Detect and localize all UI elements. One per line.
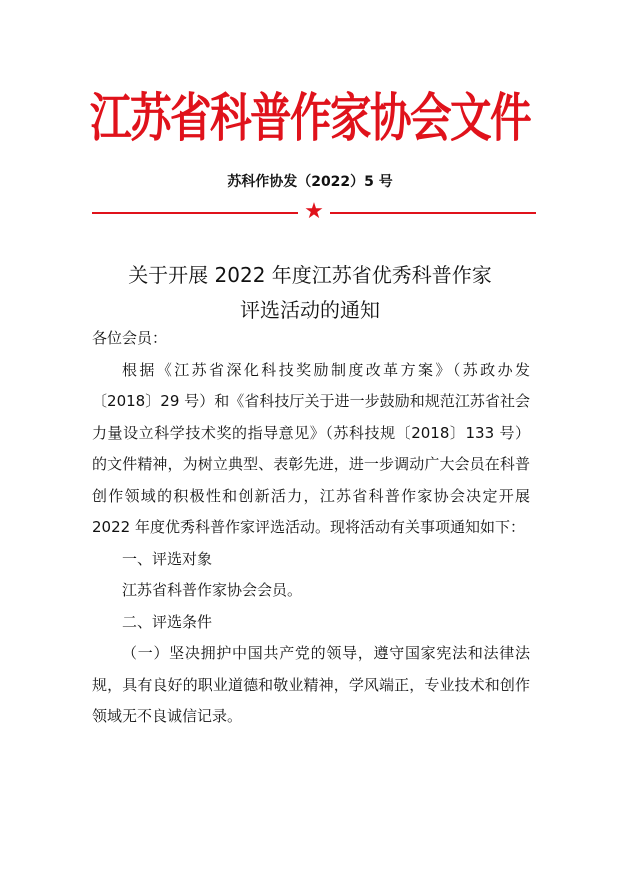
document-number: 苏科作协发（2022）5 号 (227, 174, 393, 190)
star-icon: ★ (304, 199, 324, 224)
section-heading: 二、评选条件 (122, 612, 213, 631)
red-divider-left (92, 212, 298, 214)
salutation: 各位会员： (92, 329, 168, 347)
section-heading: 一、评选对象 (122, 549, 213, 568)
body-paragraph: 根据《江苏省深化科技奖励制度改革方案》（苏政办发〔2018〕29 号）和《省科技厅关于进一步鼓励和规范江苏省社会力量设立科学技术奖的指导意见》（苏科技规〔2018〕133 号）的文件精神，为树立典型、表彰先进，进一步调动广大会员在科普创作领域的积极性和创新活力，江苏省科普作家协会决定开展 2022 年度优秀科普作家评选活动。现将活动有关事项通知如下： (92, 360, 530, 536)
body-paragraph: 江苏省科普作家协会会员。 (122, 581, 303, 599)
document-masthead-title: 江苏省科普作家协会文件 (89, 88, 531, 149)
notice-title-line2: 评选活动的通知 (240, 298, 380, 322)
notice-body (92, 323, 530, 733)
notice-title-line1: 关于开展 2022 年度江苏省优秀科普作家 (128, 263, 492, 287)
red-divider-right (330, 212, 536, 214)
body-paragraph: （一）坚决拥护中国共产党的领导，遵守国家宪法和法律法规，具有良好的职业道德和敬业精神，学风端正，专业技术和创作领域无不良诚信记录。 (92, 644, 530, 725)
